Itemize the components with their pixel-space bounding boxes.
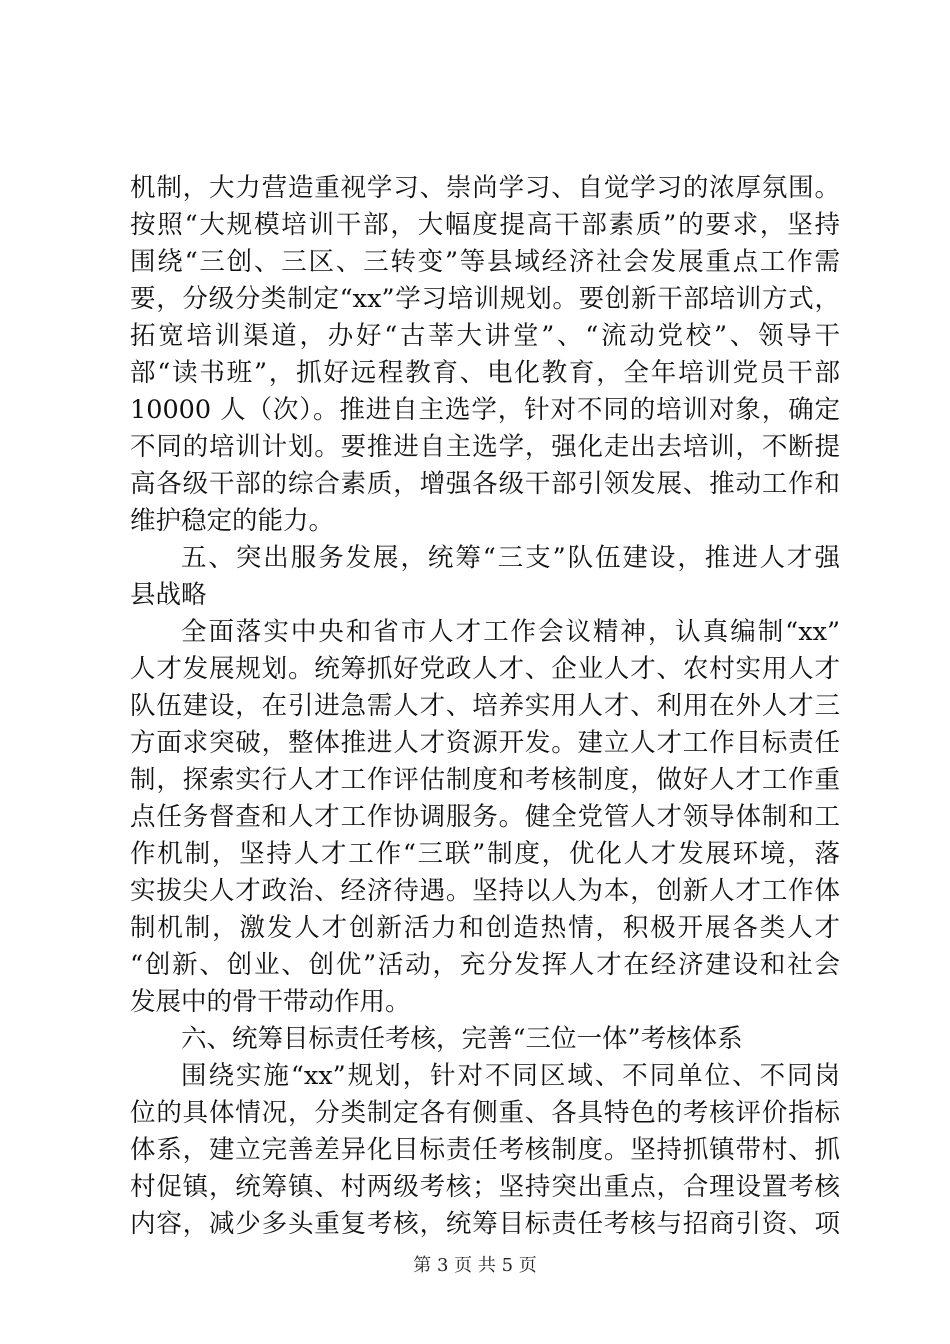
body-text-line: 位的具体情况，分类制定各有侧重、各具特色的考核评价指标 — [130, 1098, 840, 1128]
body-text-line: 不同的培训计划。要推进自主选学，强化走出去培训，不断提 — [130, 432, 840, 462]
body-text-line: 发展中的骨干带动作用。 — [130, 987, 411, 1017]
body-text-line: 制机制，激发人才创新活力和创造热情，积极开展各类人才 — [130, 913, 840, 943]
body-text-line: “创新、创业、创优”活动，充分发挥人才在经济建设和社会 — [130, 950, 840, 980]
body-text-line: 作机制，坚持人才工作“三联”制度，优化人才发展环境，落 — [130, 839, 840, 869]
section-heading-six: 六、统筹目标责任考核，完善“三位一体”考核体系 — [181, 1024, 743, 1054]
section-heading-five-continued: 县战略 — [130, 580, 207, 610]
body-text-line: 村促镇，统筹镇、村两级考核；坚持突出重点，合理设置考核 — [130, 1172, 840, 1202]
body-text-line: 围绕“三创、三区、三转变”等县域经济社会发展重点工作需 — [130, 247, 840, 277]
page-number-footer: 第 3 页 共 5 页 — [413, 1255, 537, 1276]
section-heading-five: 五、突出服务发展，统筹“三支”队伍建设，推进人才强 — [181, 543, 840, 573]
body-text-line: 拓宽培训渠道，办好“古莘大讲堂”、“流动党校”、领导干 — [130, 321, 840, 351]
body-text-line: 点任务督查和人才工作协调服务。健全党管人才领导体制和工 — [130, 802, 840, 832]
body-text-line: 方面求突破，整体推进人才资源开发。建立人才工作目标责任 — [130, 728, 840, 758]
body-text-line: 维护稳定的能力。 — [130, 506, 335, 536]
body-text-line: 实拔尖人才政治、经济待遇。坚持以人为本，创新人才工作体 — [130, 876, 840, 906]
body-text-line: 机制，大力营造重视学习、崇尚学习、自觉学习的浓厚氛围。 — [130, 173, 840, 203]
body-text-line: 10000 人（次）。推进自主选学，针对不同的培训对象，确定 — [130, 395, 840, 425]
body-text-line: 内容，减少多头重复考核，统筹目标责任考核与招商引资、项 — [130, 1209, 840, 1239]
body-text-line: 按照“大规模培训干部，大幅度提高干部素质”的要求，坚持 — [130, 210, 840, 240]
body-text-line: 全面落实中央和省市人才工作会议精神，认真编制“xx” — [181, 617, 840, 647]
body-text-line: 人才发展规划。统筹抓好党政人才、企业人才、农村实用人才 — [130, 654, 840, 684]
body-text-line: 制，探索实行人才工作评估制度和考核制度，做好人才工作重 — [130, 765, 840, 795]
body-text-line: 高各级干部的综合素质，增强各级干部引领发展、推动工作和 — [130, 469, 840, 499]
body-text-line: 要，分级分类制定“xx”学习培训规划。要创新干部培训方式， — [130, 284, 840, 314]
body-text-line: 队伍建设，在引进急需人才、培养实用人才、利用在外人才三 — [130, 691, 840, 721]
body-text-line: 体系，建立完善差异化目标责任考核制度。坚持抓镇带村、抓 — [130, 1135, 840, 1165]
body-text-line: 部“读书班”，抓好远程教育、电化教育，全年培训党员干部 — [130, 358, 840, 388]
body-text-line: 围绕实施“xx”规划，针对不同区域、不同单位、不同岗 — [181, 1061, 840, 1091]
